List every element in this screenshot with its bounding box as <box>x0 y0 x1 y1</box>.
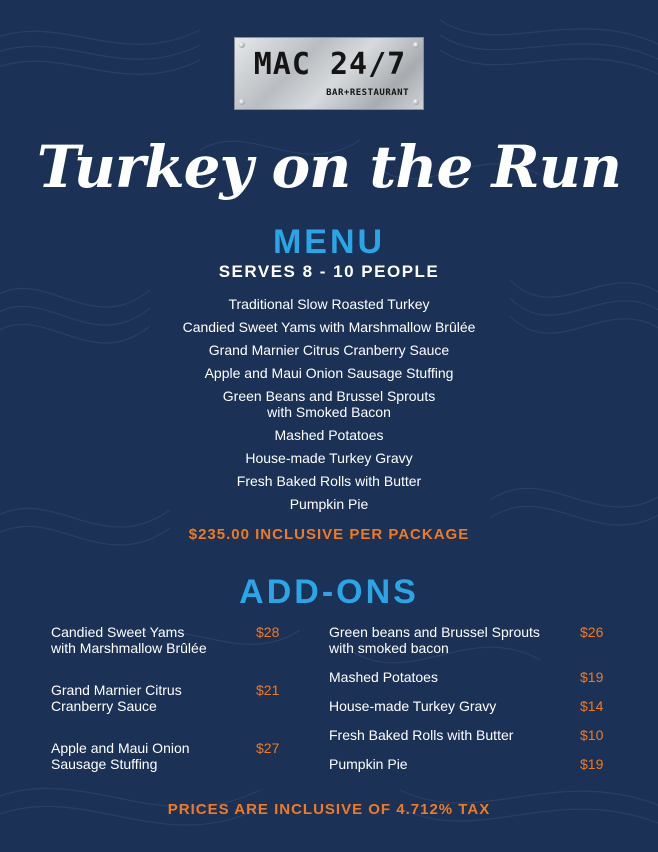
addon-name: House-made Turkey Gravy <box>329 698 497 714</box>
menu-item: Apple and Maui Onion Sausage Stuffing <box>204 365 454 381</box>
addon-price: $26 <box>580 624 604 640</box>
addon-name: Pumpkin Pie <box>329 756 408 772</box>
addon-name: Mashed Potatoes <box>329 669 438 685</box>
addon-name: Apple and Maui Onion Sausage Stuffing <box>51 740 190 772</box>
menu-item: Fresh Baked Rolls with Butter <box>236 473 422 489</box>
menu-item: Grand Marnier Citrus Cranberry Sauce <box>208 342 450 358</box>
addon-price: $14 <box>580 698 604 714</box>
addon-name: Candied Sweet Yams with Marshmallow Brûlée <box>51 624 207 656</box>
addon-name: Green beans and Brussel Sprouts with smoked bacon <box>329 624 540 656</box>
logo-name: MAC 24/7 <box>253 47 407 82</box>
menu-item: Green Beans and Brussel Sprouts with Smoked Bacon <box>222 388 436 420</box>
serves-subheading: SERVES 8 - 10 PEOPLE <box>218 262 440 281</box>
addon-price: $19 <box>580 756 604 772</box>
addon-name: Grand Marnier Citrus Cranberry Sauce <box>51 682 182 714</box>
addon-price: $10 <box>580 727 604 743</box>
package-price: $235.00 INCLUSIVE PER PACKAGE <box>188 526 470 543</box>
menu-item: House-made Turkey Gravy <box>245 450 413 466</box>
bolt-icon <box>239 42 245 48</box>
page-title: Turkey on the Run <box>36 133 622 201</box>
addon-name: Fresh Baked Rolls with Butter <box>329 727 514 743</box>
tax-note: PRICES ARE INCLUSIVE OF 4.712% TAX <box>167 801 491 818</box>
menu-item: Traditional Slow Roasted Turkey <box>228 296 430 312</box>
addon-price: $27 <box>256 740 280 756</box>
logo-subtitle: BAR+RESTAURANT <box>326 88 409 98</box>
bolt-icon <box>413 99 419 105</box>
restaurant-logo <box>234 37 424 110</box>
addon-price: $19 <box>580 669 604 685</box>
menu-items-list <box>0 296 658 519</box>
addon-price: $21 <box>256 682 280 698</box>
bolt-icon <box>413 42 419 48</box>
menu-item: Mashed Potatoes <box>274 427 384 443</box>
addon-price: $28 <box>256 624 280 640</box>
bolt-icon <box>239 99 245 105</box>
menu-heading: MENU <box>272 223 386 261</box>
menu-item: Candied Sweet Yams with Marshmallow Brûlée <box>182 319 476 335</box>
addons-heading: ADD-ONS <box>239 573 419 611</box>
menu-item: Pumpkin Pie <box>289 496 369 512</box>
